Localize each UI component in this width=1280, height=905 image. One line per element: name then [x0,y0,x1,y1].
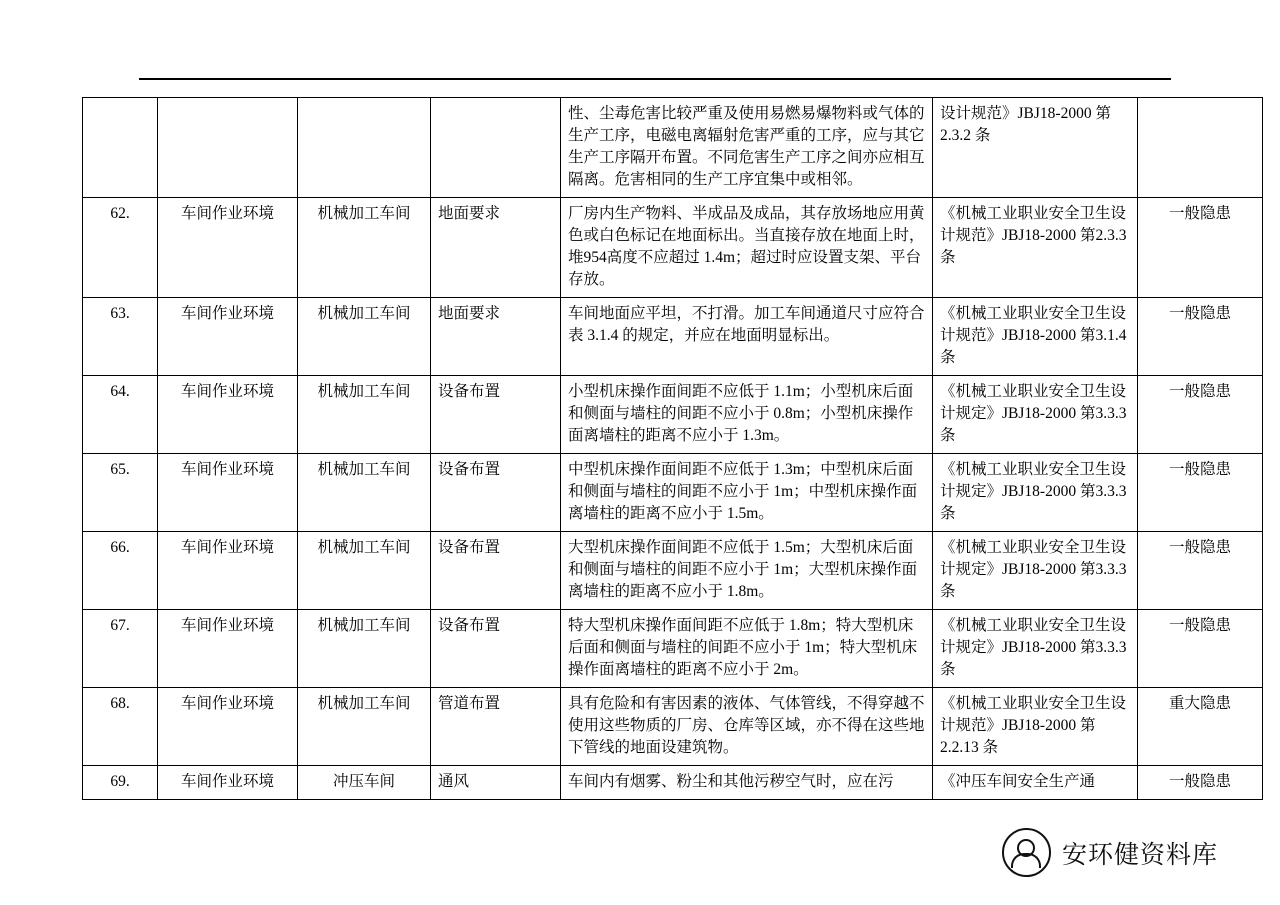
cell-category: 车间作业环境 [158,454,298,532]
cell-place: 机械加工车间 [298,532,431,610]
cell-number: 66. [83,532,158,610]
table-row [83,376,1263,454]
cell-item: 设备布置 [431,532,561,610]
table-row [83,198,1263,298]
cell-category: 车间作业环境 [158,298,298,376]
cell-level: 一般隐患 [1138,376,1263,454]
cell-place: 机械加工车间 [298,298,431,376]
cell-basis: 《机械工业职业安全卫生设计规定》JBJ18-2000 第3.3.3 条 [933,376,1138,454]
cell-level: 一般隐患 [1138,298,1263,376]
cell-category: 车间作业环境 [158,610,298,688]
cell-description: 车间内有烟雾、粉尘和其他污秽空气时，应在污 [561,766,933,800]
cell-item [431,98,561,198]
cell-item: 设备布置 [431,376,561,454]
cell-level: 重大隐患 [1138,688,1263,766]
cell-basis: 《机械工业职业安全卫生设计规范》JBJ18-2000 第2.2.13 条 [933,688,1138,766]
cell-number: 63. [83,298,158,376]
cell-level: 一般隐患 [1138,610,1263,688]
table-row [83,688,1263,766]
cell-place: 机械加工车间 [298,610,431,688]
cell-item: 设备布置 [431,610,561,688]
watermark [1002,828,1218,877]
cell-number: 69. [83,766,158,800]
table-row [83,298,1263,376]
cell-place: 机械加工车间 [298,198,431,298]
cell-item: 地面要求 [431,298,561,376]
cell-basis: 《冲压车间安全生产通 [933,766,1138,800]
cell-place [298,98,431,198]
cell-level: 一般隐患 [1138,198,1263,298]
cell-basis: 《机械工业职业安全卫生设计规定》JBJ18-2000 第3.3.3 条 [933,610,1138,688]
header-rule [139,78,1171,80]
cell-description: 特大型机床操作面间距不应低于 1.8m；特大型机床后面和侧面与墙柱的间距不应小于 1m；特大型机床操作面离墙柱的距离不应小于 2m。 [561,610,933,688]
cell-place: 机械加工车间 [298,688,431,766]
cell-basis: 《机械工业职业安全卫生设计规范》JBJ18-2000 第3.1.4 条 [933,298,1138,376]
cell-description: 小型机床操作面间距不应低于 1.1m；小型机床后面和侧面与墙柱的间距不应小于 0.8m；小型机床操作面离墙柱的距离不应小于 1.3m。 [561,376,933,454]
cell-level [1138,98,1263,198]
cell-description: 车间地面应平坦，不打滑。加工车间通道尺寸应符合表 3.1.4 的规定，并应在地面明显标出。 [561,298,933,376]
cell-item: 通风 [431,766,561,800]
cell-number: 62. [83,198,158,298]
cell-number: 67. [83,610,158,688]
cell-description: 中型机床操作面间距不应低于 1.3m；中型机床后面和侧面与墙柱的间距不应小于 1m；中型机床操作面离墙柱的距离不应小于 1.5m。 [561,454,933,532]
watermark-label: 安环健资料库 [1061,839,1218,869]
cell-basis: 《机械工业职业安全卫生设计规范》JBJ18-2000 第2.3.3 条 [933,198,1138,298]
cell-item: 设备布置 [431,454,561,532]
cell-item: 地面要求 [431,198,561,298]
cell-description: 厂房内生产物料、半成品及成品，其存放场地应用黄色或白色标记在地面标出。当直接存放在地面上时，堆954高度不应超过 1.4m；超过时应设置支架、平台存放。 [561,198,933,298]
cell-level: 一般隐患 [1138,454,1263,532]
cell-place: 机械加工车间 [298,376,431,454]
person-icon [1002,828,1051,877]
cell-category: 车间作业环境 [158,766,298,800]
cell-description: 具有危险和有害因素的液体、气体管线，不得穿越不使用这些物质的厂房、仓库等区域，亦不得在这些地下管线的地面设建筑物。 [561,688,933,766]
cell-category: 车间作业环境 [158,532,298,610]
cell-category: 车间作业环境 [158,198,298,298]
cell-category: 车间作业环境 [158,376,298,454]
cell-number: 68. [83,688,158,766]
table-row [83,532,1263,610]
cell-basis: 《机械工业职业安全卫生设计规定》JBJ18-2000 第3.3.3 条 [933,454,1138,532]
cell-category: 车间作业环境 [158,688,298,766]
table-row [83,454,1263,532]
cell-item: 管道布置 [431,688,561,766]
cell-number [83,98,158,198]
table-row [83,98,1263,198]
cell-number: 65. [83,454,158,532]
inspection-table [82,97,1263,800]
cell-level: 一般隐患 [1138,532,1263,610]
cell-basis: 设计规范》JBJ18-2000 第2.3.2 条 [933,98,1138,198]
cell-basis: 《机械工业职业安全卫生设计规定》JBJ18-2000 第3.3.3 条 [933,532,1138,610]
cell-place: 冲压车间 [298,766,431,800]
cell-level: 一般隐患 [1138,766,1263,800]
table-row [83,766,1263,800]
table-row [83,610,1263,688]
cell-place: 机械加工车间 [298,454,431,532]
cell-category [158,98,298,198]
cell-description: 大型机床操作面间距不应低于 1.5m；大型机床后面和侧面与墙柱的间距不应小于 1m；大型机床操作面离墙柱的距离不应小于 1.8m。 [561,532,933,610]
cell-number: 64. [83,376,158,454]
cell-description: 性、尘毒危害比较严重及使用易燃易爆物料或气体的生产工序，电磁电离辐射危害严重的工序，应与其它生产工序隔开布置。不同危害生产工序之间亦应相互隔离。危害相同的生产工序宜集中或相邻。 [561,98,933,198]
